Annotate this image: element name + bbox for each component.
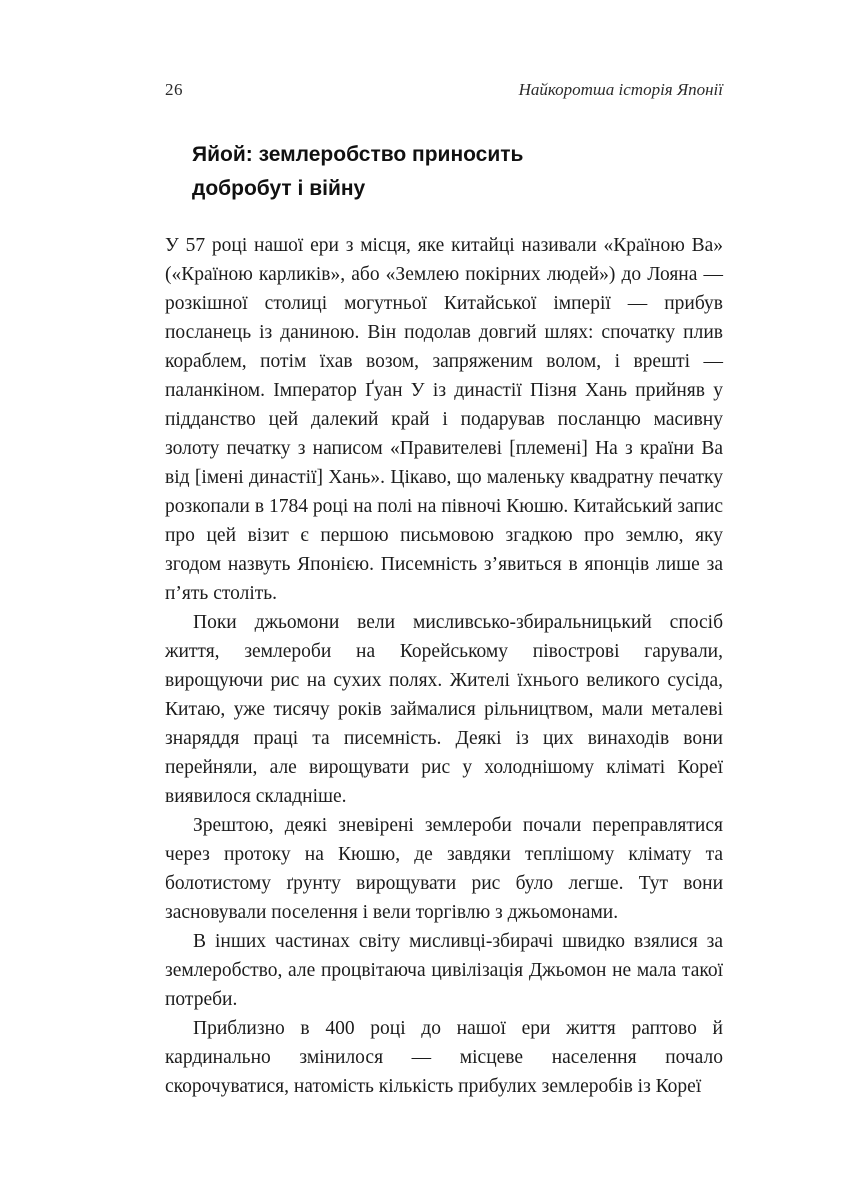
page-number: 26 bbox=[165, 80, 183, 99]
section-heading-line-1: Яйой: землеробство приносить bbox=[192, 143, 524, 166]
section-heading bbox=[165, 138, 723, 205]
page-header bbox=[165, 80, 723, 100]
paragraph: Зрештою, деякі зневірені землероби почали переправлятися через протоку на Кюшю, де завдяки теплішому клімату та болотистому ґрунту вирощувати рис було легше. Тут вони засновували поселення і вели торгівлю з джьомонами. bbox=[165, 815, 723, 924]
paragraph: У 57 році нашої ери з місця, яке китайці називали «Країною Ва» («Країною карликів», або «Землею покірних людей») до Лояна — розкішної столиці могутньої Китайської імперії — прибув посланець із даниною. Він подолав довгий шлях: спочатку плив кораблем, потім їхав возом, запряженим волом, і врешті — паланкіном. Імператор Ґуан У із династії Пізня Хань прийняв у підданство цей далекий край і подарував посланцю масивну золоту печатку з написом «Правителеві [племені] На з країни Ва від [імені династії] Хань». Цікаво, що маленьку квадратну печатку розкопали в 1784 році на полі на півночі Кюшю. Китайський запис про цей візит є першою письмовою згадкою про землю, яку згодом назвуть Японією. Писемність з’явиться в японців лише за п’ять століть. bbox=[165, 235, 723, 605]
body-text bbox=[165, 231, 723, 1101]
paragraph: Приблизно в 400 році до нашої ери життя раптово й кардинально змінилося — місцеве населення почало скорочуватися, натомість кількість прибулих землеробів із Кореї bbox=[165, 1018, 723, 1098]
section-heading-line-2: добробут і війну bbox=[192, 176, 366, 200]
paragraph: В інших частинах світу мисливці-збирачі швидко взялися за землеробство, але процвітаюча цивілізація Джьомон не мала такої потреби. bbox=[165, 931, 723, 1011]
paragraph: Поки джьомони вели мисливсько-збиральницький спосіб життя, землероби на Корейському півострові гарували, вирощуючи рис на сухих полях. Жителі їхнього великого сусіда, Китаю, уже тисячу років займалися рільництвом, мали металеві знаряддя праці та писемність. Деякі із цих винаходів вони перейняли, але вирощувати рис у холоднішому кліматі Кореї виявилося складніше. bbox=[165, 612, 723, 808]
running-title: Найкоротша історія Японії bbox=[518, 80, 723, 99]
